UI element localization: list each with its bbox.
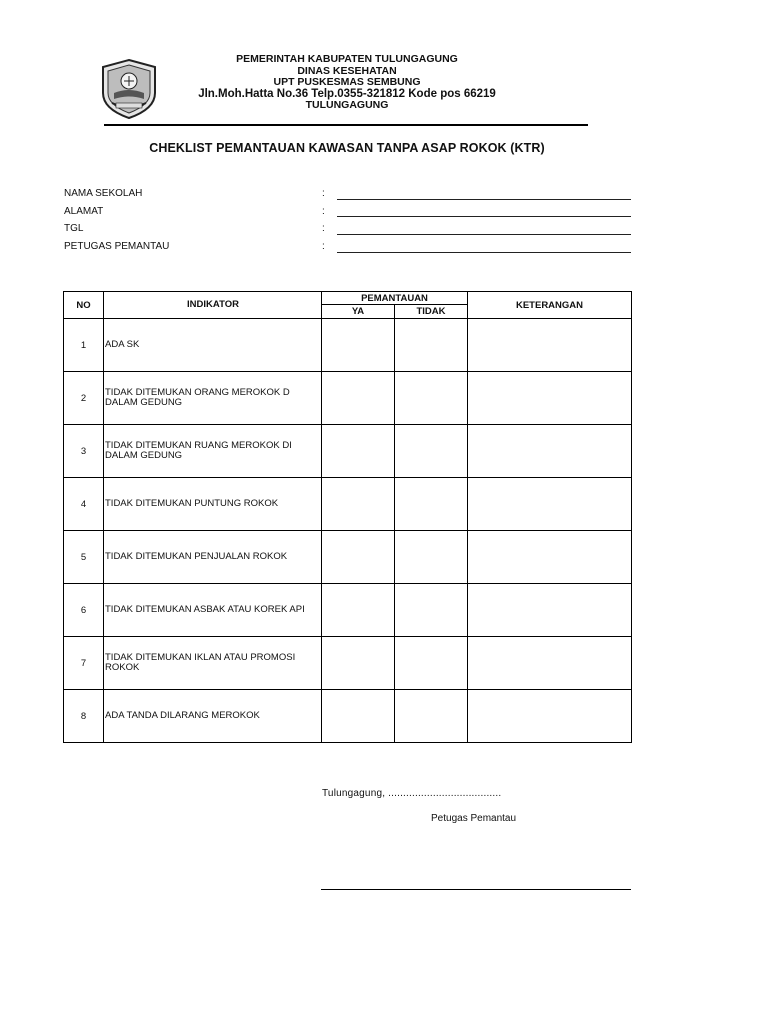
header-ya: YA [322, 305, 395, 319]
row-indikator: ADA TANDA DILARANG MEROKOK [104, 690, 322, 743]
row-number: 5 [64, 531, 104, 584]
cell-ya[interactable] [322, 531, 395, 584]
row-indikator: TIDAK DITEMUKAN PUNTUNG ROKOK [104, 478, 322, 531]
letterhead [190, 54, 504, 112]
row-indikator: TIDAK DITEMUKAN RUANG MEROKOK DI DALAM GEDUNG [104, 425, 322, 478]
cell-ya[interactable] [322, 690, 395, 743]
cell-keterangan[interactable] [468, 531, 632, 584]
cell-keterangan[interactable] [468, 478, 632, 531]
row-number: 7 [64, 637, 104, 690]
cell-tidak[interactable] [395, 690, 468, 743]
letterhead-government: PEMERINTAH KABUPATEN TULUNGAGUNG [236, 53, 458, 65]
table-row [64, 584, 632, 637]
cell-tidak[interactable] [395, 637, 468, 690]
document-title: CHEKLIST PEMANTAUAN KAWASAN TANPA ASAP ROKOK (KTR) [149, 141, 545, 155]
row-number: 1 [64, 319, 104, 372]
table-row [64, 531, 632, 584]
cell-tidak[interactable] [395, 319, 468, 372]
table-row [64, 425, 632, 478]
header-keterangan: KETERANGAN [468, 292, 632, 319]
cell-ya[interactable] [322, 425, 395, 478]
cell-keterangan[interactable] [468, 425, 632, 478]
cell-tidak[interactable] [395, 478, 468, 531]
field-line-nama-sekolah[interactable] [337, 199, 631, 200]
cell-ya[interactable] [322, 478, 395, 531]
field-colon: : [322, 206, 325, 217]
field-line-alamat[interactable] [337, 216, 631, 217]
field-line-petugas-pemantau[interactable] [337, 252, 631, 253]
table-row [64, 690, 632, 743]
cell-ya[interactable] [322, 584, 395, 637]
row-indikator: TIDAK DITEMUKAN IKLAN ATAU PROMOSI ROKOK [104, 637, 322, 690]
field-colon: : [322, 241, 325, 252]
row-number: 3 [64, 425, 104, 478]
field-colon: : [322, 223, 325, 234]
field-colon: : [322, 188, 325, 199]
cell-ya[interactable] [322, 319, 395, 372]
cell-keterangan[interactable] [468, 372, 632, 425]
cell-tidak[interactable] [395, 531, 468, 584]
header-pemantauan: PEMANTAUAN [322, 292, 468, 305]
cell-ya[interactable] [322, 637, 395, 690]
field-label-petugas-pemantau: PETUGAS PEMANTAU [64, 241, 170, 252]
cell-ya[interactable] [322, 372, 395, 425]
cell-keterangan[interactable] [468, 584, 632, 637]
cell-tidak[interactable] [395, 372, 468, 425]
cell-tidak[interactable] [395, 425, 468, 478]
signature-line[interactable] [321, 889, 631, 890]
cell-tidak[interactable] [395, 584, 468, 637]
letterhead-department: DINAS KESEHATAN [297, 64, 397, 77]
row-indikator: TIDAK DITEMUKAN PENJUALAN ROKOK [104, 531, 322, 584]
letterhead-unit: UPT PUSKESMAS SEMBUNG [273, 76, 421, 88]
cell-keterangan[interactable] [468, 319, 632, 372]
table-row [64, 637, 632, 690]
letterhead-divider [104, 124, 588, 126]
row-number: 2 [64, 372, 104, 425]
letterhead-address: Jln.Moh.Hatta No.36 Telp.0355-321812 Kode pos 66219 [198, 87, 496, 100]
header-no: NO [64, 292, 104, 319]
table-row [64, 319, 632, 372]
row-number: 8 [64, 690, 104, 743]
header-tidak: TIDAK [395, 305, 468, 319]
regency-emblem-logo [100, 59, 158, 119]
letterhead-city: TULUNGAGUNG [305, 99, 389, 111]
field-label-tgl: TGL [64, 223, 84, 234]
row-number: 6 [64, 584, 104, 637]
place-date-line[interactable]: Tulungagung, ...................................... [322, 788, 502, 799]
cell-keterangan[interactable] [468, 637, 632, 690]
field-label-alamat: ALAMAT [64, 206, 104, 217]
checklist-table [63, 291, 632, 743]
signer-title: Petugas Pemantau [431, 813, 517, 824]
cell-keterangan[interactable] [468, 690, 632, 743]
row-indikator: TIDAK DITEMUKAN ORANG MEROKOK D DALAM GEDUNG [104, 372, 322, 425]
field-line-tgl[interactable] [337, 234, 631, 235]
header-indikator: INDIKATOR [104, 292, 322, 319]
table-row [64, 372, 632, 425]
row-indikator: TIDAK DITEMUKAN ASBAK ATAU KOREK API [104, 584, 322, 637]
table-row [64, 478, 632, 531]
row-indikator: ADA SK [104, 319, 322, 372]
row-number: 4 [64, 478, 104, 531]
field-label-nama-sekolah: NAMA SEKOLAH [64, 188, 143, 199]
